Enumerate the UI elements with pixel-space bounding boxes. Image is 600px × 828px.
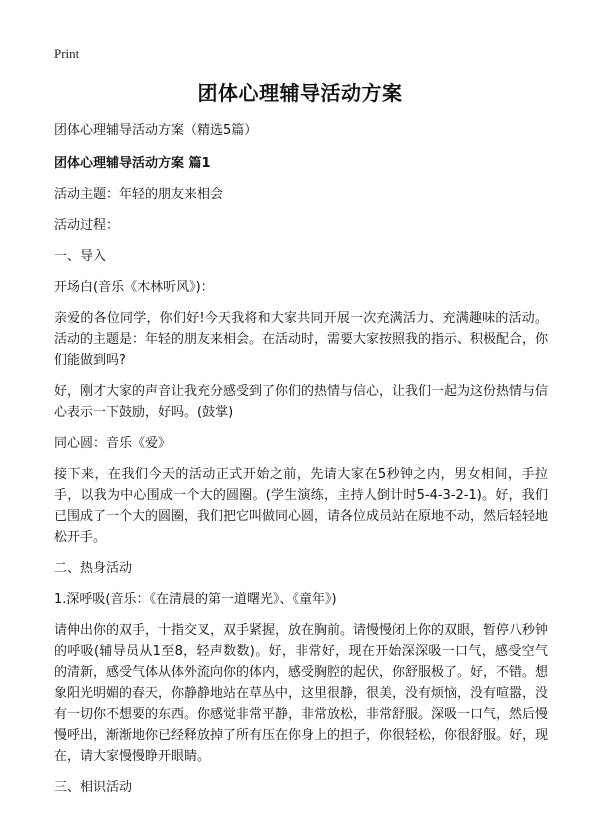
body-paragraph: 亲爱的各位同学，你们好!今天我将和大家共同开展一次充满活力、充满趣味的活动。活动的主题是：年轻的朋友来相会。在活动时，需要大家按照我的指示、积极配合，你们能做到吗? [54, 311, 549, 368]
body-paragraph: 接下来，在我们今天的活动正式开始之前，先请大家在5秒钟之内，男女相间，手拉手，以我为中心围成一个大的圆圈。(学生演练，主持人倒计时5-4-3-2-1)。好，我们已围成了一个大的圆圈，我们把它叫做同心圆，请各位成员站在原地不动，然后轻轻地松开手。 [54, 467, 549, 545]
section-heading: 团体心理辅导活动方案 篇1 [54, 156, 211, 171]
concentric-circle-label: 同心圆：音乐《爱》 [54, 436, 172, 451]
document-title: 团体心理辅导活动方案 [197, 81, 403, 105]
body-paragraph: 请伸出你的双手，十指交叉，双手紧握，放在胸前。请慢慢闭上你的双眼，暂停八秒钟的呼吸(辅导员从1至8，轻声数数)。好，非常好，现在开始深深吸一口气，感受空气的清新，感受气体从体外流向你的体内，感受胸腔的起伏，你舒服极了。好，不错。想象阳光明媚的春天，你静静地站在草丛中，这里很静，很美，没有烦恼，没有喧嚣，没有一切你不想要的东西。你感觉非常平静，非常放松，非常舒服。深吸一口气，然后慢慢呼出，渐渐地你已经释放掉了所有压在你身上的担子，你很轻松，你很舒服。好，现在，请大家慢慢睁开眼睛。 [54, 623, 549, 764]
part-heading-warmup: 二、热身活动 [54, 561, 133, 576]
print-link[interactable]: Print [54, 46, 80, 61]
part-heading-intro: 一、导入 [54, 249, 107, 264]
part-heading-acquaintance: 三、相识活动 [54, 780, 133, 795]
document-body [54, 120, 548, 808]
activity-theme: 活动主题：年轻的朋友来相会 [54, 187, 224, 202]
document-subtitle: 团体心理辅导活动方案（精选5篇） [54, 123, 258, 138]
activity-process-label: 活动过程： [54, 218, 120, 233]
opening-remarks-label: 开场白(音乐《木林听风》)： [54, 280, 214, 295]
body-paragraph: 好，刚才大家的声音让我充分感受到了你们的热情与信心，让我们一起为这份热情与信心表示一下鼓励，好吗。(鼓掌) [54, 384, 549, 420]
deep-breathing-label: 1.深呼吸(音乐：《在清晨的第一道曙光》、《童年》) [54, 592, 337, 607]
